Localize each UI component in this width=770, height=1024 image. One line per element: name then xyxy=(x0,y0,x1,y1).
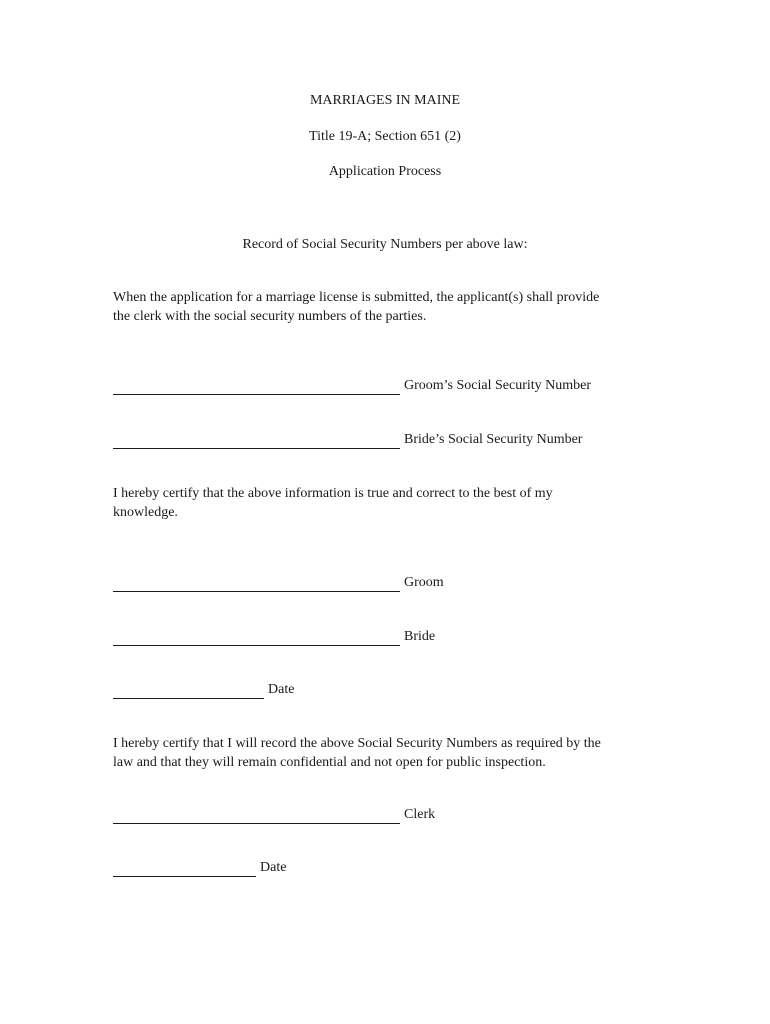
clerk-date-line[interactable] xyxy=(113,862,256,877)
clerk-signature-field xyxy=(113,806,435,824)
applicant-certification-line-1: I hereby certify that the above information is true and correct to the best of my xyxy=(113,486,553,501)
clerk-certification xyxy=(113,734,653,772)
bride-signature-line[interactable] xyxy=(113,631,400,646)
groom-ssn-field xyxy=(113,377,591,395)
document-subtitle: Application Process xyxy=(328,164,442,179)
bride-ssn-input-line[interactable] xyxy=(113,434,400,449)
clerk-certification-line-1: I hereby certify that I will record the above Social Security Numbers as required by the xyxy=(113,736,601,751)
intro-line-1: When the application for a marriage license is submitted, the applicant(s) shall provide xyxy=(113,290,600,305)
groom-ssn-label: Groom’s Social Security Number xyxy=(404,378,592,393)
applicant-certification xyxy=(113,484,653,522)
bride-signature-label: Bride xyxy=(404,629,436,644)
bride-ssn-field xyxy=(113,431,582,449)
intro-paragraph xyxy=(113,288,653,326)
clerk-date-label: Date xyxy=(260,860,287,875)
document-title: MARRIAGES IN MAINE xyxy=(309,93,461,108)
applicant-date-field xyxy=(113,681,294,699)
groom-ssn-input-line[interactable] xyxy=(113,380,400,395)
clerk-signature-line[interactable] xyxy=(113,809,400,824)
bride-ssn-label: Bride’s Social Security Number xyxy=(404,432,583,447)
groom-signature-field xyxy=(113,574,444,592)
statute-reference: Title 19-A; Section 651 (2) xyxy=(309,129,461,144)
groom-signature-label: Groom xyxy=(404,575,444,590)
groom-signature-line[interactable] xyxy=(113,577,400,592)
intro-line-2: the clerk with the social security numbers of the parties. xyxy=(113,309,427,324)
applicant-certification-line-2: knowledge. xyxy=(113,505,178,520)
clerk-certification-line-2: law and that they will remain confidential and not open for public inspection. xyxy=(113,755,546,770)
applicant-date-label: Date xyxy=(268,682,295,697)
clerk-signature-label: Clerk xyxy=(404,807,436,822)
applicant-date-line[interactable] xyxy=(113,684,264,699)
clerk-date-field xyxy=(113,859,286,877)
record-heading: Record of Social Security Numbers per above law: xyxy=(242,237,528,252)
bride-signature-field xyxy=(113,628,435,646)
